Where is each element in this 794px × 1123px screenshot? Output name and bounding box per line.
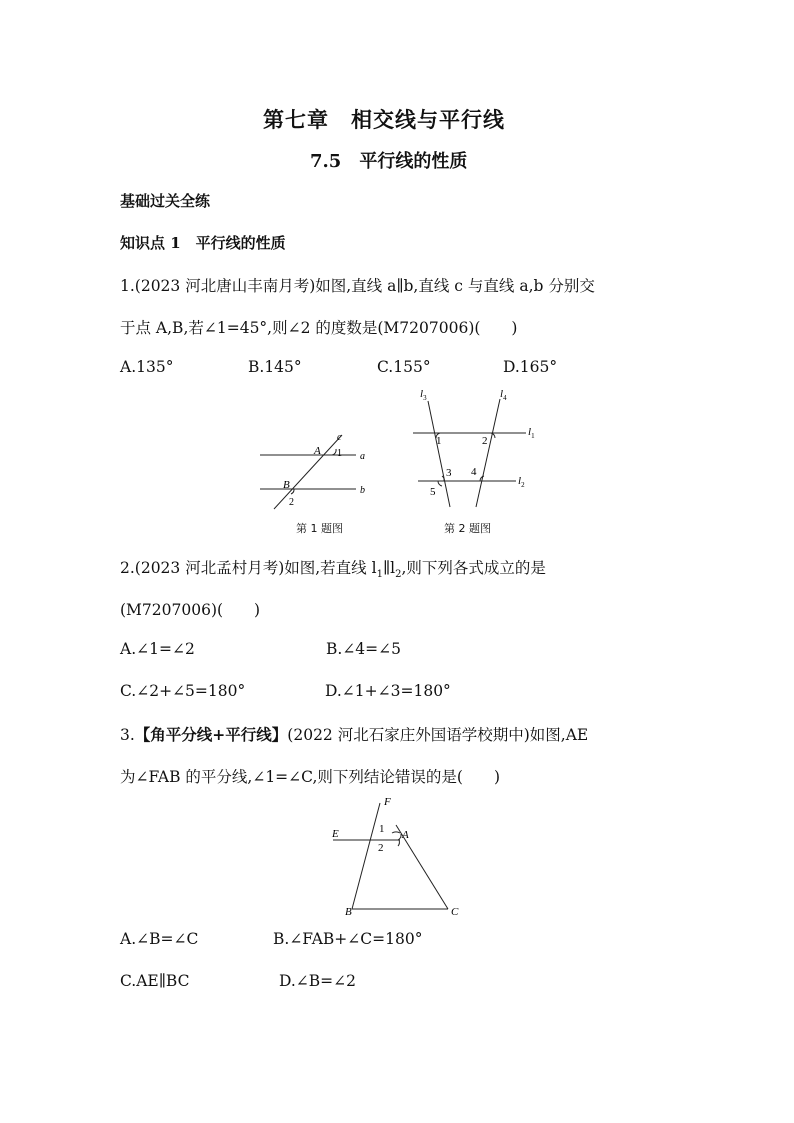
q3-label-B: B: [345, 906, 352, 918]
q2-label-l3: $l_3$: [420, 388, 427, 402]
q3-label-A: A: [402, 829, 409, 841]
chapter-title: 第七章 相交线与平行线: [263, 107, 505, 132]
q3-label-1: 1: [379, 823, 385, 835]
q3-label-F: F: [384, 796, 391, 808]
q2-option-d: D.∠1+∠3=180°: [325, 682, 451, 700]
q3-option-b: B.∠FAB+∠C=180°: [273, 930, 423, 948]
q1-stem-line1: 1.(2023 河北唐山丰南月考)如图,直线 a∥b,直线 c 与直线 a,b 分别交: [120, 277, 595, 295]
q2-stem-line1: 2.(2023 河北孟村月考)如图,若直线 $l_1\parallel l_2$,则下列各式成立的是: [120, 559, 546, 581]
q2-label-4: 4: [471, 466, 477, 478]
q1-angle1-arc: [332, 449, 336, 455]
q2-option-b: B.∠4=∠5: [326, 640, 402, 658]
q1-option-c: C.155°: [377, 358, 431, 376]
q2-label-l1: $l_1$: [528, 426, 535, 440]
q2-stem-line2: (M7207006)( ): [120, 601, 261, 619]
q1-label-2: 2: [289, 497, 294, 508]
q1-stem-line2: 于点 A,B,若∠1=45°,则∠2 的度数是(M7207006)( ): [120, 319, 518, 337]
q2-line-l4: [476, 399, 500, 507]
q2-label-2: 2: [482, 435, 488, 447]
q3-topic-tag: 【角平分线+平行线】: [134, 725, 288, 744]
q1-option-d: D.165°: [503, 358, 558, 376]
q1-label-b: b: [360, 485, 365, 496]
q3-angle-arc-inner: [398, 840, 399, 846]
q3-angle-arc-outer: [398, 834, 401, 840]
q2-label-3: 3: [446, 467, 452, 479]
q3-label-2: 2: [378, 842, 384, 854]
q1-figure-caption: 第 1 题图: [296, 522, 343, 535]
q3-option-c: C.AE∥BC: [120, 972, 190, 990]
q1-label-c: c: [337, 432, 342, 443]
q2-label-l4: $l_4$: [500, 388, 507, 402]
q3-label-E: E: [332, 828, 339, 840]
q1-option-a: A.135°: [120, 358, 174, 376]
q1-figure: [250, 425, 380, 517]
q2-label-5: 5: [430, 486, 436, 498]
q3-label-C: C: [451, 906, 459, 918]
q3-option-a: A.∠B=∠C: [120, 930, 199, 948]
q3-figure: [328, 793, 468, 921]
q1-label-A: A: [314, 445, 321, 457]
practice-heading: 基础过关全练: [120, 192, 211, 210]
q2-option-a: A.∠1=∠2: [120, 640, 195, 658]
q1-label-a: a: [360, 451, 365, 462]
q3-line-FB: [352, 803, 380, 909]
q1-label-1: 1: [337, 448, 342, 459]
q2-figure: [408, 385, 548, 513]
q2-label-l2: $l_2$: [518, 475, 525, 489]
q2-angle5-arc: [438, 481, 442, 486]
q1-option-b: B.145°: [248, 358, 302, 376]
q3-stem-line1: 3.【角平分线+平行线】(2022 河北石家庄外国语学校期中)如图,AE: [120, 725, 589, 744]
q2-figure-caption: 第 2 题图: [444, 522, 491, 535]
q3-angle-arc-top: [392, 832, 400, 833]
section-title: 7.5 平行线的性质: [310, 151, 468, 172]
q3-option-d: D.∠B=∠2: [279, 972, 357, 990]
knowledge-point-heading: 知识点 1 平行线的性质: [120, 234, 286, 252]
q2-option-c: C.∠2+∠5=180°: [120, 682, 246, 700]
q3-stem-line2: 为∠FAB 的平分线,∠1=∠C,则下列结论错误的是( ): [120, 768, 500, 786]
q1-label-B: B: [283, 479, 290, 491]
q2-label-1: 1: [436, 435, 442, 447]
q1-line-c: [274, 435, 342, 509]
